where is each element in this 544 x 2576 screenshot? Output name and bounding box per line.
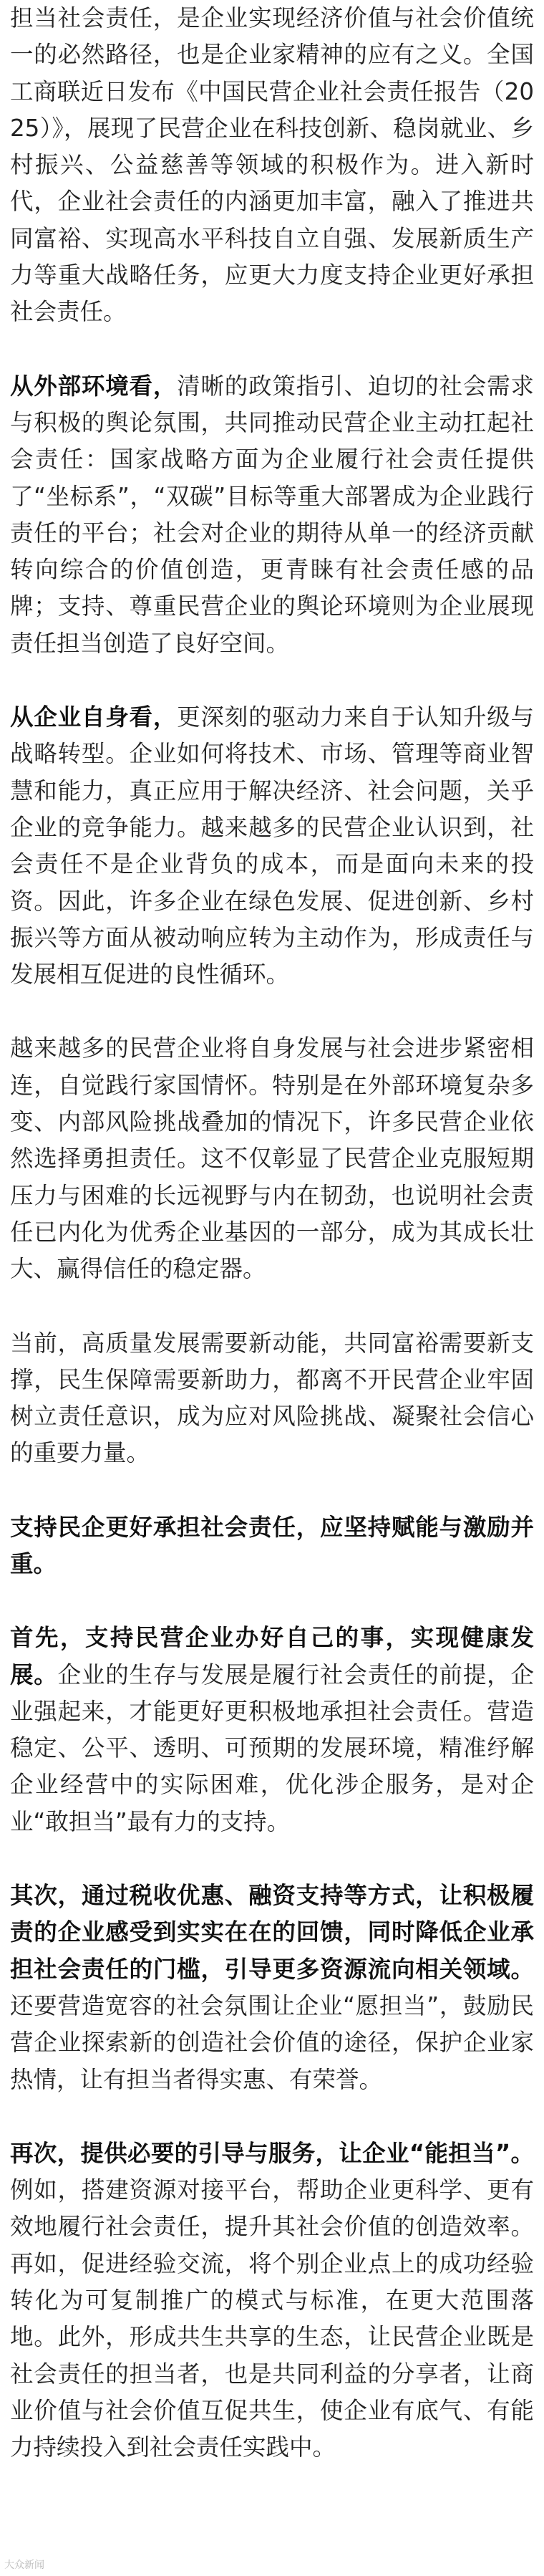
paragraph-3-lead: 从企业自身看， — [10, 703, 178, 731]
paragraph-2 — [10, 368, 534, 662]
paragraph-2-text: 清晰的政策指引、迫切的社会需求与积极的舆论氛围，共同推动民营企业主动扛起社会责任：国家战略方面为企业履行社会责任提供了“坐标系”，“双碳”目标等重大部署成为企业践行责任的平台；社会对企业的期待从单一的经济贡献转向综合的价值创造，更青睐有社会责任感的品牌；支持、尊重民营企业的舆论环境则为企业展现责任担当创造了良好空间。 — [10, 372, 534, 657]
paragraph-gap — [10, 993, 534, 1030]
paragraph-gap — [10, 1582, 534, 1620]
paragraph-gap — [10, 331, 534, 368]
paragraph-8 — [10, 1878, 534, 2098]
paragraph-5 — [10, 1325, 534, 1472]
paragraph-gap — [10, 1840, 534, 1878]
paragraph-2-lead: 从外部环境看， — [10, 372, 178, 400]
paragraph-7-text: 企业的生存与发展是履行社会责任的前提，企业强起来，才能更好更积极地承担社会责任。营造稳定、公平、透明、可预期的发展环境，精准纾解企业经营中的实际困难，优化涉企服务，是对企业“敢担当”最有力的支持。 — [10, 1661, 534, 1835]
paragraph-gap — [10, 1472, 534, 1509]
paragraph-9 — [10, 2135, 534, 2466]
paragraph-4 — [10, 1030, 534, 1287]
paragraph-9-lead: 再次，提供必要的引导与服务，让企业“能担当”。 — [10, 2139, 534, 2167]
paragraph-9-text: 例如，搭建资源对接平台，帮助企业更科学、更有效地履行社会责任，提升其社会价值的创造效率。再如，促进经验交流，将个别企业点上的成功经验转化为可复制推广的模式与标准，在更大范围落地。此外，形成共生共享的生态，让民营企业既是社会责任的担当者，也是共同利益的分享者，让商业价值与社会价值互促共生，使企业有底气、有能力持续投入到社会责任实践中。 — [10, 2176, 534, 2461]
paragraph-gap — [10, 662, 534, 699]
paragraph-3-text: 更深刻的驱动力来自于认知升级与战略转型。企业如何将技术、市场、管理等商业智慧和能力，真正应用于解决经济、社会问题，关乎企业的竞争能力。越来越多的民营企业认识到，社会责任不是企业背负的成本，而是面向未来的投资。因此，许多企业在绿色发展、促进创新、乡村振兴等方面从被动响应转为主动作为，形成责任与发展相互促进的良性循环。 — [10, 703, 534, 989]
paragraph-gap — [10, 1288, 534, 1325]
paragraph-5-text: 当前，高质量发展需要新动能，共同富裕需要新支撑，民生保障需要新助力，都离不开民营企业牢固树立责任意识，成为应对风险挑战、凝聚社会信心的重要力量。 — [10, 1329, 534, 1467]
paragraph-7 — [10, 1620, 534, 1840]
paragraph-7-lead: 首先，支持民营企业办好自己的事，实现健康发展。 — [10, 1624, 534, 1688]
source-watermark — [4, 2557, 44, 2572]
paragraph-1 — [10, 0, 534, 331]
paragraph-3 — [10, 699, 534, 993]
paragraph-6-lead: 支持民企更好承担社会责任，应坚持赋能与激励并重。 — [10, 1513, 534, 1577]
paragraph-8-lead: 其次，通过税收优惠、融资支持等方式，让积极履责的企业感受到实实在在的回馈，同时降低企业承担社会责任的门槛，引导更多资源流向相关领域。 — [10, 1882, 534, 1983]
paragraph-8-text: 还要营造宽容的社会氛围让企业“愿担当”，鼓励民营企业探索新的创造社会价值的途径，保护企业家热情，让有担当者得实惠、有荣誉。 — [10, 1991, 534, 2093]
paragraph-6-heading — [10, 1509, 534, 1583]
watermark-label: 大众新闻 — [4, 2560, 44, 2571]
paragraph-1-text: 担当社会责任，是企业实现经济价值与社会价值统一的必然路径，也是企业家精神的应有之义。全国工商联近日发布《中国民营企业社会责任报告（2025）》，展现了民营企业在科技创新、稳岗就业、乡村振兴、公益慈善等领域的积极作为。进入新时代，企业社会责任的内涵更加丰富，融入了推进共同富裕、实现高水平科技自立自强、发展新质生产力等重大战略任务，应更大力度支持企业更好承担社会责任。 — [10, 4, 534, 326]
paragraph-gap — [10, 2098, 534, 2135]
paragraph-4-text: 越来越多的民营企业将自身发展与社会进步紧密相连，自觉践行家国情怀。特别是在外部环境复杂多变、内部风险挑战叠加的情况下，许多民营企业依然选择勇担责任。这不仅彰显了民营企业克服短期压力与困难的长远视野与内在韧劲，也说明社会责任已内化为优秀企业基因的一部分，成为其成长壮大、赢得信任的稳定器。 — [10, 1034, 534, 1283]
